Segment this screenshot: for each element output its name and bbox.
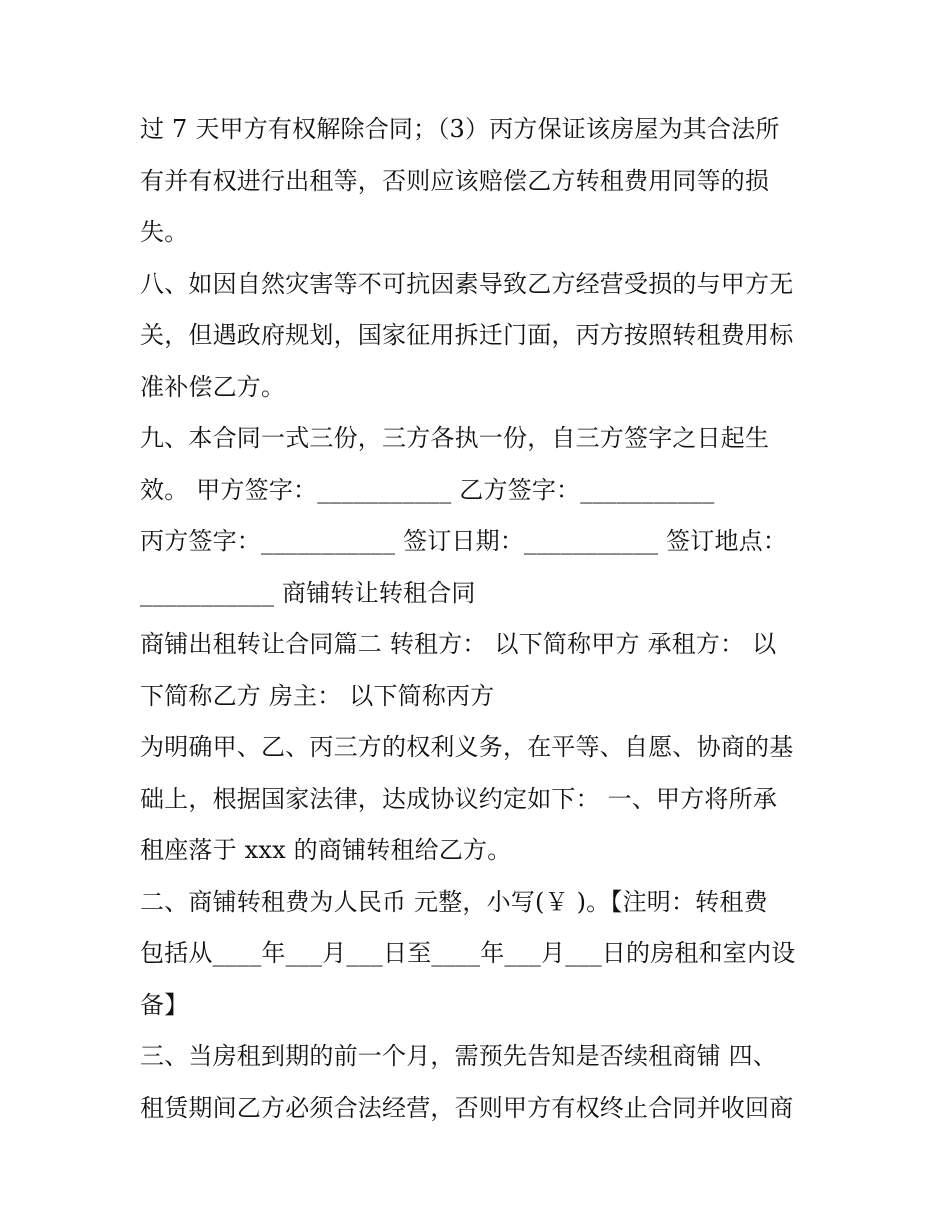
text-line-2: 有并有权进行出租等，否则应该赔偿乙方转租费用同等的损: [140, 166, 770, 195]
text-line-20: 租赁期间乙方必须合法经营，否则甲方有权终止合同并收回商: [140, 1093, 794, 1122]
text-line-14: 础上，根据国家法律，达成协议约定如下： 一、甲方将所承: [140, 784, 778, 813]
signature-line-parties-a-b: 效。 甲方签字：___________ 乙方签字：___________: [140, 475, 715, 504]
signature-line-party-c-date-place: 丙方签字：___________ 签订日期：___________ 签订地点：: [140, 527, 788, 555]
text-line-6: 准补偿乙方。: [140, 372, 286, 401]
text-line-19: 三、当房租到期的前一个月，需预先告知是否续租商铺 四、: [140, 1042, 778, 1070]
text-line-4: 八、如因自然灾害等不可抗因素导致乙方经营受损的与甲方无: [140, 269, 794, 298]
text-line-12: 下简称乙方 房主： 以下简称丙方: [140, 681, 495, 710]
text-line-13: 为明确甲、乙、丙三方的权利义务，在平等、自愿、协商的基: [140, 733, 794, 761]
text-line-15: 租座落于 xxx 的商铺转租给乙方。: [140, 836, 512, 864]
document-body: [140, 104, 820, 1134]
text-line-18: 备】: [140, 990, 189, 1019]
text-line-1: 过 7 天甲方有权解除合同；（3）丙方保证该房屋为其合法所: [140, 115, 780, 143]
text-line-11: 商铺出租转让合同篇二 转租方： 以下简称甲方 承租方： 以: [140, 630, 777, 658]
text-line-16: 二、商铺转租费为人民币 元整，小写(￥ )。【注明：转租费: [140, 887, 768, 916]
text-line-17: 包括从____年___月___日至____年___月___日的房租和室内设: [140, 939, 796, 967]
contract-title-line: ___________ 商铺转让转租合同: [140, 578, 476, 607]
text-line-7: 九、本合同一式三份，三方各执一份，自三方签字之日起生: [140, 424, 770, 452]
text-line-5: 关，但遇政府规划，国家征用拆迁门面，丙方按照转租费用标: [140, 321, 794, 349]
text-line-3: 失。: [140, 218, 189, 246]
